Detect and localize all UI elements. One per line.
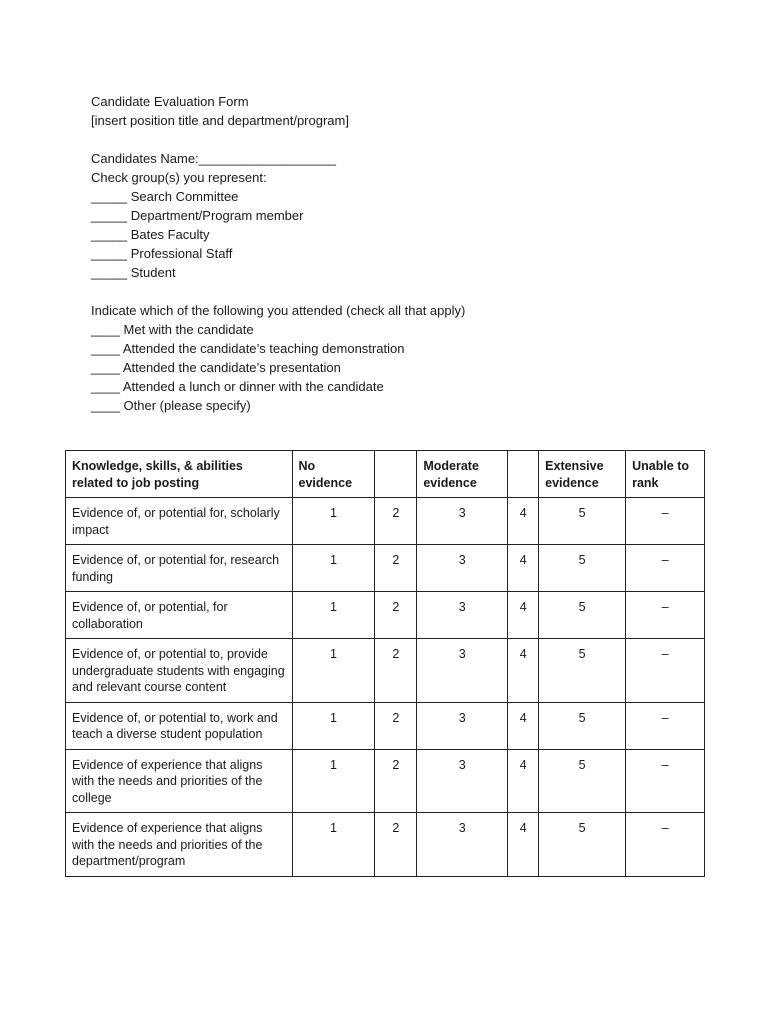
attended-option-teaching-demo[interactable]: ____ Attended the candidate’s teaching demonstration [91,341,405,356]
table-row [66,498,705,545]
criterion-label: Evidence of, or potential for, scholarly impact [66,498,293,545]
rating-option-1[interactable]: 1 [292,592,375,639]
criterion-label: Evidence of, or potential for, research funding [66,545,293,592]
table-row [66,813,705,877]
rating-option-1[interactable]: 1 [292,749,375,813]
rating-option-3[interactable]: 3 [417,545,508,592]
header-moderate-evidence: Moderate evidence [417,451,508,498]
rating-option-4[interactable]: 4 [508,813,539,877]
rating-option-2[interactable]: 2 [375,749,417,813]
attended-option-met[interactable]: ____ Met with the candidate [91,322,254,337]
group-option-student[interactable]: _____ Student [91,265,176,280]
rating-option-4[interactable]: 4 [508,639,539,703]
header-blank-2 [375,451,417,498]
table-row [66,702,705,749]
rating-option-5[interactable]: 5 [539,813,626,877]
rating-option-4[interactable]: 4 [508,592,539,639]
rating-option-5[interactable]: 5 [539,592,626,639]
group-option-professional-staff[interactable]: _____ Professional Staff [91,246,233,261]
rating-option-1[interactable]: 1 [292,498,375,545]
rating-option-3[interactable]: 3 [417,498,508,545]
rating-option-4[interactable]: 4 [508,498,539,545]
table-header-row [66,451,705,498]
attended-prompt: Indicate which of the following you attended (check all that apply) [91,303,466,318]
criterion-label: Evidence of experience that aligns with the needs and priorities of the college [66,749,293,813]
rating-option-4[interactable]: 4 [508,702,539,749]
evaluation-table [65,450,705,877]
rating-option-unable[interactable]: – [626,702,705,749]
header-no-evidence: No evidence [292,451,375,498]
rating-option-3[interactable]: 3 [417,702,508,749]
rating-option-unable[interactable]: – [626,498,705,545]
criterion-label: Evidence of experience that aligns with the needs and priorities of the department/program [66,813,293,877]
attended-option-meal[interactable]: ____ Attended a lunch or dinner with the candidate [91,379,384,394]
rating-option-unable[interactable]: – [626,592,705,639]
form-title: Candidate Evaluation Form [91,94,249,109]
table-row [66,639,705,703]
rating-option-unable[interactable]: – [626,545,705,592]
rating-option-2[interactable]: 2 [375,498,417,545]
form-subtitle: [insert position title and department/program] [91,113,349,128]
rating-option-4[interactable]: 4 [508,545,539,592]
rating-option-5[interactable]: 5 [539,545,626,592]
rating-option-3[interactable]: 3 [417,813,508,877]
header-unable-to-rank: Unable to rank [626,451,705,498]
rating-option-1[interactable]: 1 [292,702,375,749]
rating-option-5[interactable]: 5 [539,498,626,545]
rating-option-1[interactable]: 1 [292,813,375,877]
rating-option-2[interactable]: 2 [375,813,417,877]
header-blank-4 [508,451,539,498]
rating-option-unable[interactable]: – [626,749,705,813]
rating-option-2[interactable]: 2 [375,592,417,639]
attended-option-other[interactable]: ____ Other (please specify) [91,398,251,413]
groups-prompt: Check group(s) you represent: [91,170,267,185]
rating-option-5[interactable]: 5 [539,639,626,703]
table-row [66,749,705,813]
rating-option-2[interactable]: 2 [375,639,417,703]
rating-option-5[interactable]: 5 [539,702,626,749]
table-row [66,545,705,592]
header-criteria: Knowledge, skills, & abilities related to job posting [66,451,293,498]
header-extensive-evidence: Extensive evidence [539,451,626,498]
rating-option-2[interactable]: 2 [375,545,417,592]
rating-option-5[interactable]: 5 [539,749,626,813]
rating-option-3[interactable]: 3 [417,749,508,813]
table-row [66,592,705,639]
attended-option-presentation[interactable]: ____ Attended the candidate’s presentation [91,360,341,375]
rating-option-4[interactable]: 4 [508,749,539,813]
group-option-department-member[interactable]: _____ Department/Program member [91,208,304,223]
rating-option-1[interactable]: 1 [292,639,375,703]
rating-option-1[interactable]: 1 [292,545,375,592]
candidate-name-field[interactable]: Candidates Name:___________________ [91,151,337,166]
rating-option-unable[interactable]: – [626,813,705,877]
group-option-search-committee[interactable]: _____ Search Committee [91,189,239,204]
group-option-bates-faculty[interactable]: _____ Bates Faculty [91,227,210,242]
criterion-label: Evidence of, or potential, for collaboration [66,592,293,639]
form-header [91,92,691,415]
criterion-label: Evidence of, or potential to, work and teach a diverse student population [66,702,293,749]
criterion-label: Evidence of, or potential to, provide undergraduate students with engaging and relevant course content [66,639,293,703]
rating-option-unable[interactable]: – [626,639,705,703]
rating-option-2[interactable]: 2 [375,702,417,749]
rating-option-3[interactable]: 3 [417,592,508,639]
rating-option-3[interactable]: 3 [417,639,508,703]
